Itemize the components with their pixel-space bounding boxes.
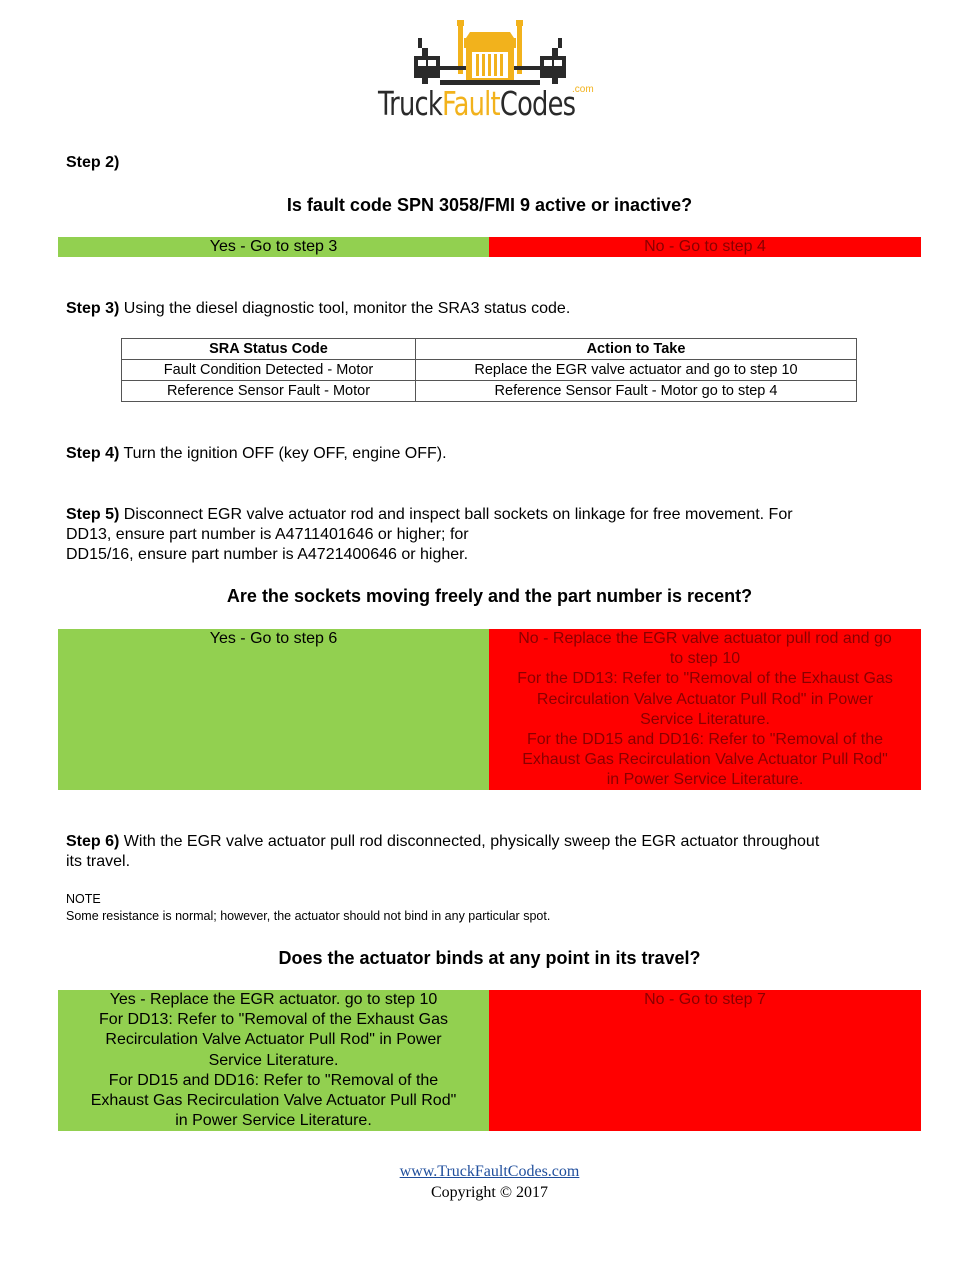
step-2-label: Step 2) [66,154,120,171]
step-6-question: Does the actuator binds at any point in its travel? [278,948,701,968]
step-6-note [66,891,550,925]
table-row [122,360,857,381]
website-link[interactable]: www.TruckFaultCodes.com [399,1163,580,1180]
truckfaultcodes-logo [378,18,602,126]
note-text: Some resistance is normal; however, the actuator should not bind in any particular spot. [66,909,551,923]
step-6-answers [58,990,921,1131]
step-2-no-option: No - Go to step 4 [489,237,921,257]
step-2-answers [58,237,921,257]
step-5-text: Step 5) Disconnect EGR valve actuator rod and inspect ball sockets on linkage for free movement. For DD13, ensure part number is A4711401646 or higher; for DD15/16, ensure part number is A4721400646 or higher. [66,506,793,563]
logo-tld: .com [572,84,594,95]
copyright-text: Copyright © 2017 [430,1184,549,1201]
sra-status-table [121,338,857,402]
table-header-row [122,339,857,360]
table-header-action-to-take: Action to Take [416,339,857,360]
step-4-text: Step 4) Turn the ignition OFF (key OFF, engine OFF). [66,445,447,462]
step-5-no-option: No - Replace the EGR valve actuator pull rod and go to step 10 For the DD13: Refer to "Removal of the Exhaust Gas Recirculation Valve Actuator Pull Rod" in Power Service Literature. For the DD15 and DD16: Refer to "Removal of the Exhaust Gas Recirculation Valve Actuator Pull Rod" in Power Service Literature. [489,629,921,790]
logo-wordmark: TruckFaultCodes [378,84,576,123]
step-5-question: Are the sockets moving freely and the part number is recent? [226,586,753,606]
step-6-text: Step 6) With the EGR valve actuator pull rod disconnected, physically sweep the EGR actuator throughout its travel. [66,833,820,870]
table-cell: Reference Sensor Fault - Motor [122,381,416,402]
step-5-yes-option: Yes - Go to step 6 [58,629,489,790]
step-6-yes-option: Yes - Replace the EGR actuator. go to step 10 For DD13: Refer to "Removal of the Exhaust Gas Recirculation Valve Actuator Pull Rod" in Power Service Literature. For DD15 and DD16: Refer to "Removal of the Exhaust Gas Recirculation Valve Actuator Pull Rod" in Power Service Literature. [58,990,489,1131]
step-3-text: Step 3) Using the diesel diagnostic tool, monitor the SRA3 status code. [66,300,571,317]
table-header-sra-status-code: SRA Status Code [122,339,416,360]
table-cell: Replace the EGR valve actuator and go to step 10 [416,360,857,381]
footer [0,1161,979,1203]
table-cell: Fault Condition Detected - Motor [122,360,416,381]
step-2-yes-option: Yes - Go to step 3 [58,237,489,257]
note-title: NOTE [66,892,101,906]
step-6-no-option: No - Go to step 7 [489,990,921,1131]
table-row [122,381,857,402]
step-5-answers [58,629,921,790]
table-cell: Reference Sensor Fault - Motor go to step 4 [416,381,857,402]
step-2-question: Is fault code SPN 3058/FMI 9 active or inactive? [286,195,693,215]
truck-icon [378,18,602,88]
